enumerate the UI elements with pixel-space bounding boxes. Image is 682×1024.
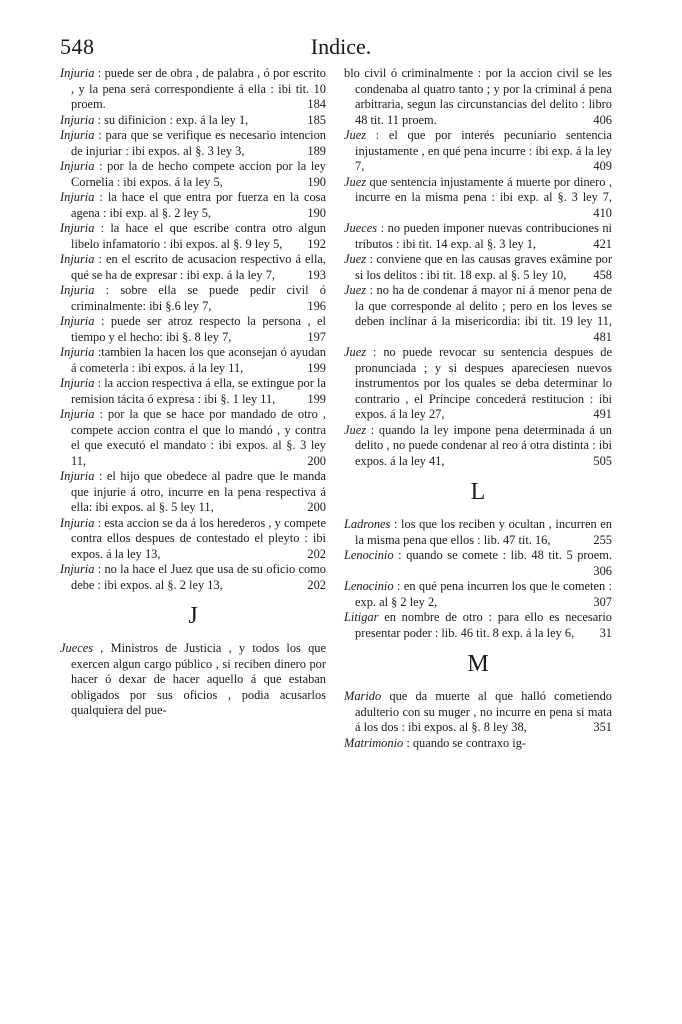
entry-heading: Jueces [60,641,94,655]
left-column [60,66,326,719]
entry-page-ref: 458 [593,267,612,282]
section-letter-m: M [467,651,489,677]
entry-page-ref: 197 [307,329,326,344]
entry-text: : no pueden imponer nuevas contribuciones ni tributos : ibi tit. 14 exp. al §. 3 ley 1, [355,221,612,251]
index-entry [344,579,612,610]
continuation-entry [344,66,612,128]
index-entry [60,190,326,221]
index-entry [60,314,326,345]
section-letter-j: J [188,603,198,629]
entry-heading: Juez [344,422,367,437]
entry-heading: Injuria [60,128,95,142]
index-entry [60,407,326,469]
entry-page-ref: 200 [307,500,326,514]
index-entry [344,736,612,752]
entry-text: : su difinicion : exp. á la ley 1, [97,112,249,127]
entry-page-ref: 196 [307,298,326,313]
entry-text: : no la hace el Juez que usa de su oficio como debe : ibi expos. al §. 2 ley 13, [71,562,326,592]
entry-page-ref: 307 [593,594,612,609]
entry-heading: Injuria [60,159,95,173]
index-entry [60,221,326,252]
index-entry [344,175,612,222]
index-entry [60,376,326,407]
entry-page-ref: 202 [307,577,326,592]
entry-heading: Ladrones [344,517,391,531]
index-entry [60,345,326,376]
entry-text: : el que por interés pecuniario sentencia injustamente , en qué pena incurre : ibi exp. á la ley 7, [355,128,612,173]
j-entry-list [60,641,326,719]
continuation-page: 406 [593,112,612,127]
entry-heading: Injuria [60,190,95,204]
index-entry [60,641,326,719]
entry-page-ref: 491 [593,407,612,421]
entry-heading: Injuria [60,562,95,576]
entry-heading: Lenocinio [344,579,394,593]
entry-heading: Injuria [60,283,95,297]
entry-heading: Juez [344,283,367,297]
entry-text: : en el escrito de acusacion respectivo á ella, qué se ha de expresar : ibi exp. á la ley 7, [71,252,326,282]
entry-text: : quando se comete : lib. 48 tit. 5 proem. [398,548,612,562]
entry-page-ref: 184 [307,97,326,111]
right-column [344,66,612,751]
index-entry [60,469,326,516]
entry-text: en nombre de otro : para ello es necesario presentar poder : lib. 46 tit. 8 exp. á la ley 6, [355,610,612,640]
entry-page-ref: 409 [593,159,612,173]
entry-heading: Juez [344,174,367,189]
entry-page-ref: 481 [593,329,612,344]
entry-page-ref: 505 [593,453,612,468]
entry-text: , Ministros de Justicia , y todos los que exercen algun cargo público , si reciben dinero por hacer ó dexar de hacer aquello á que estaban obligados por sus oficios , podia acusarlos qualquiera del pue- [71,641,326,717]
entry-page-ref: 185 [307,112,326,127]
entry-text: : la accion respectiva á ella, se extingue por la remision tácita ó expresa : ibi §. 1 ley 11, [71,376,326,406]
index-entry [60,283,326,314]
index-entry [344,283,612,345]
entry-text: : esta accion se da á los herederos , y compete contra ellos despues de contestado el pleyto : ibi expos. á la ley 13, [71,515,326,561]
entry-page-ref: 190 [307,174,326,189]
entry-page-ref: 306 [593,563,612,578]
index-entry [60,516,326,563]
continuation-text: blo civil ó criminalmente : por la accion civil se les condenaba al quatro tanto ; y por la criminal á pena arbitraria, segun las circunstancias del delito : libro 48 tit. 11 proem. [344,66,612,127]
index-entry [60,562,326,593]
entry-text: : puede ser atroz respecto la persona , el tiempo y el hecho: ibi §. 8 ley 7, [71,314,326,344]
entry-page-ref: 410 [593,205,612,220]
entry-heading: Litigar [344,610,379,624]
entry-heading: Juez [344,252,367,266]
entry-heading: Juez [344,345,367,359]
entry-heading: Injuria [60,345,95,359]
entry-heading: Injuria [60,221,95,235]
index-entry [344,128,612,175]
entry-page-ref: 189 [307,143,326,158]
entry-text: : la hace el que entra por fuerza en la cosa agena : ibi exp. al §. 2 ley 5, [71,190,326,220]
entry-heading: Juez [344,128,367,142]
entry-text: : para que se verifique es necesario intencion de injuriar : ibi expos. al §. 3 ley 3, [71,128,326,158]
entry-text: :tambien la hacen los que aconsejan ó ayudan á cometerla : ibi expos. á la ley 11, [71,345,326,375]
index-entry [344,345,612,423]
entry-page-ref: 421 [593,236,612,251]
section-letter-l: L [470,479,486,505]
entry-text: que sentencia injustamente á muerte por dinero , incurre en la misma pena : ibi exp. al §. 3 ley 7, [355,174,612,204]
entry-text: : el hijo que obedece al padre que le manda que injurie á otro, incurre en la pena respectiva á ella: ibi expos. al §. 5 ley 11, [71,469,326,514]
entry-heading: Injuria [60,515,95,530]
index-entry [60,66,326,113]
m-entry-list [344,689,612,751]
entry-page-ref: 31 [599,625,612,640]
index-entry [344,221,612,252]
entry-text: : por la de hecho compete accion por la ley Cornelia : ibi expos. á la ley 5, [71,159,326,189]
entry-text: que da muerte al que halló cometiendo adulterio con su muger , no incurre en pena si mata á los dos : ibi expos. al §. 8 ley 38, [355,689,612,734]
index-entry [344,610,612,641]
entry-page-ref: 202 [307,546,326,561]
index-entry [60,113,326,129]
index-entry [344,689,612,736]
entry-page-ref: 255 [593,532,612,547]
page-title: Indice. [310,34,372,59]
entry-text: : conviene que en las causas graves exâmine por si los delitos : ibi tit. 18 exp. al §. 5 ley 10, [355,252,612,282]
entry-heading: Injuria [60,252,95,266]
l-entry-list [344,517,612,641]
entry-text: : no puede revocar su sentencia despues de pronunciada ; y si despues apareciesen nuevos instrumentos por los quales se deba determinar lo contrario , el Príncipe concederá restitucion : ibi expos. á la ley 27, [355,345,612,421]
entry-page-ref: 193 [307,267,326,282]
entry-text: : quando la ley impone pena determinada á un delito , no puede condenar al reo á otra distinta : ibi expos. á la ley 41, [355,422,612,468]
entry-heading: Injuria [60,66,95,80]
entry-heading: Lenocinio [344,548,394,562]
entry-text: : no ha de condenar á mayor ni á menor pena de la que corresponde al delito ; pero en los leves se deben inclinar á la misericordia: ibi tit. 19 ley 11, [355,283,612,328]
entry-heading: Injuria [60,376,95,390]
entry-text: : puede ser de obra , de palabra , ó por escrito , y la pena será correspondiente á ella : ibi tit. 10 proem. [71,66,326,111]
entry-text: : en qué pena incurren los que le cometen : exp. al § 2 ley 2, [355,579,612,609]
entry-page-ref: 199 [307,391,326,406]
entry-heading: Injuria [60,469,95,483]
left-entry-list [60,66,326,593]
entry-heading: Injuria [60,407,95,421]
entry-heading: Injuria [60,314,95,328]
index-entry [60,159,326,190]
entry-heading: Injuria [60,112,95,127]
entry-text: : la hace el que escribe contra otro algun libelo infamatorio : ibi expos. al §. 9 ley 5, [71,221,326,251]
entry-heading: Matrimonio [344,735,404,750]
index-entry [60,128,326,159]
juez-entry-list [344,128,612,469]
index-entry [344,548,612,579]
entry-page-ref: 199 [307,360,326,375]
index-entry [344,517,612,548]
entry-text: : quando se contraxo ig- [406,735,527,750]
entry-page-ref: 192 [307,236,326,251]
page-number: 548 [60,34,95,59]
entry-text: : por la que se hace por mandado de otro , compete accion contra el que lo mandó , y contra el que executó el mandato : ibi expos. al §. 3 ley 11, [71,407,326,468]
index-entry [344,252,612,283]
entry-heading: Jueces [344,221,378,235]
entry-text: : los que los reciben y ocultan , incurren en la misma pena que ellos : lib. 47 tit. 16, [355,517,612,547]
entry-heading: Marido [344,689,382,703]
entry-page-ref: 200 [307,453,326,468]
entry-text: : sobre ella se puede pedir civil ó criminalmente: ibi §.6 ley 7, [71,283,326,313]
index-entry [60,252,326,283]
index-entry [344,423,612,470]
entry-page-ref: 351 [593,720,612,734]
entry-page-ref: 190 [307,205,326,220]
